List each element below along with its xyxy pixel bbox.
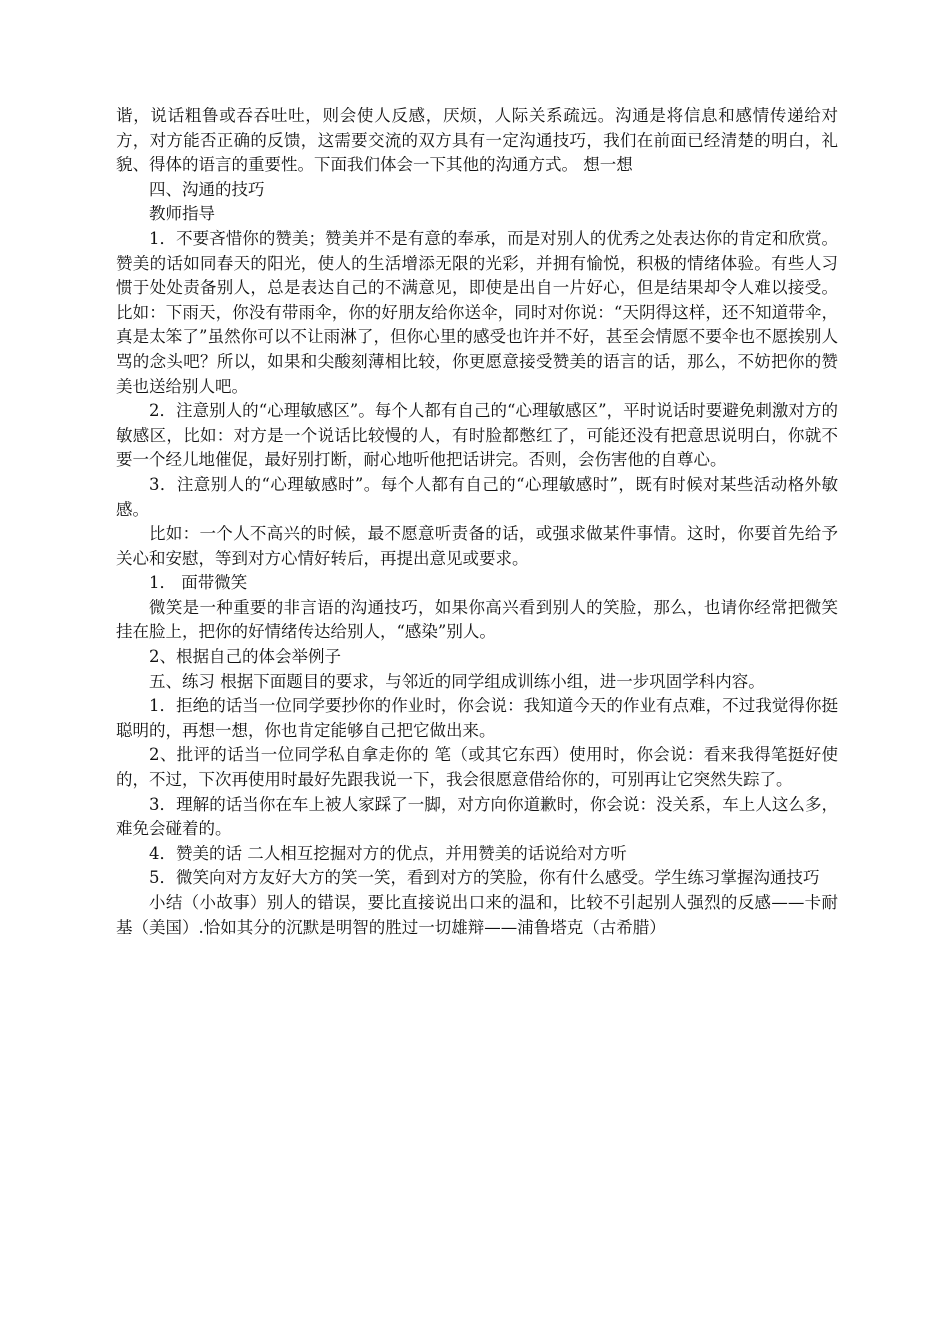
subheading-teacher-guidance: 教师指导 (149, 204, 215, 224)
paragraph-sensitive-time: 3．注意别人的“心理敏感时”。每个人都有自己的“心理敏感时”，既有时候对某些活动格外敏感。 (116, 474, 838, 519)
practice-item-praise: 4．赞美的话 二人相互挖掘对方的优点，并用赞美的话说给对方听 (149, 843, 627, 863)
practice-item-understand: 3．理解的话当你在车上被人家踩了一脚，对方向你道歉时，你会说：没关系，车上人这么多，难免会碰着的。 (116, 794, 838, 839)
practice-item-criticize: 2、批评的话当一位同学私自拿走你的 笔（或其它东西）使用时，你会说：看来我得笔挺好使的，不过，下次再使用时最好先跟我说一下，我会很愿意借给你的，可别再让它突然失踪了。 (116, 745, 838, 790)
subheading-examples: 2、根据自己的体会举例子 (149, 647, 341, 667)
document-body (116, 104, 838, 940)
paragraph-intro: 谐，说话粗鲁或吞吞吐吐，则会使人反感，厌烦，人际关系疏远。沟通是将信息和感情传递给对方，对方能否正确的反馈，这需要交流的双方具有一定沟通技巧，我们在前面已经清楚的明白，礼貌、得体的语言的重要性。下面我们体会一下其他的沟通方式。 想一想 (116, 106, 838, 175)
subheading-smile: 1． 面带微笑 (149, 573, 248, 593)
paragraph-summary: 小结（小故事）别人的错误，要比直接说出口来的温和，比较不引起别人强烈的反感——卡耐基（美国）.恰如其分的沉默是明智的胜过一切雄辩——浦鲁塔克（古希腊） (116, 893, 838, 937)
section-heading-practice: 五、练习 根据下面题目的要求，与邻近的同学组成训练小组，进一步巩固学科内容。 (149, 671, 765, 691)
paragraph-sensitive-area: 2．注意别人的“心理敏感区”。每个人都有自己的“心理敏感区”，平时说话时要避免刺激对方的敏感区，比如：对方是一个说话比较慢的人，有时脸都憋红了，可能还没有把意思说明白，你就不要一个经儿地催促，最好别打断，耐心地听他把话讲完。否则，会伤害他的自尊心。 (116, 401, 838, 470)
paragraph-example: 比如：一个人不高兴的时候，最不愿意听责备的话，或强求做某件事情。这时，你要首先给予关心和安慰，等到对方心情好转后，再提出意见或要求。 (116, 524, 838, 568)
practice-item-smile: 5．微笑向对方友好大方的笑一笑，看到对方的笑脸，你有什么感受。学生练习掌握沟通技巧 (149, 868, 820, 888)
section-heading-communication-skills: 四、沟通的技巧 (149, 179, 265, 199)
practice-item-refuse: 1．拒绝的话当一位同学要抄你的作业时，你会说：我知道今天的作业有点难，不过我觉得你挺聪明的，再想一想，你也肯定能够自己把它做出来。 (116, 696, 838, 740)
paragraph-praise: 1．不要吝惜你的赞美；赞美并不是有意的奉承，而是对别人的优秀之处表达你的肯定和欣赏。赞美的话如同春天的阳光，使人的生活增添无限的光彩，并拥有愉悦，积极的情绪体验。有些人习惯于处处责备别人，总是表达自己的不满意见，即使是出自一片好心，但是结果却令人难以接受。比如：下雨天，你没有带雨伞，你的好朋友给你送伞，同时对你说：“天阴得这样，还不知道带伞，真是太笨了”虽然你可以不让雨淋了，但你心里的感受也许并不好，甚至会情愿不要伞也不愿挨别人骂的念头吧？所以，如果和尖酸刻薄相比较，你更愿意接受赞美的语言的话，那么，不妨把你的赞美也送给别人吧。 (116, 228, 838, 396)
paragraph-smile: 微笑是一种重要的非言语的沟通技巧，如果你高兴看到别人的笑脸，那么，也请你经常把微笑挂在脸上，把你的好情绪传达给别人，“感染”别人。 (116, 597, 838, 642)
